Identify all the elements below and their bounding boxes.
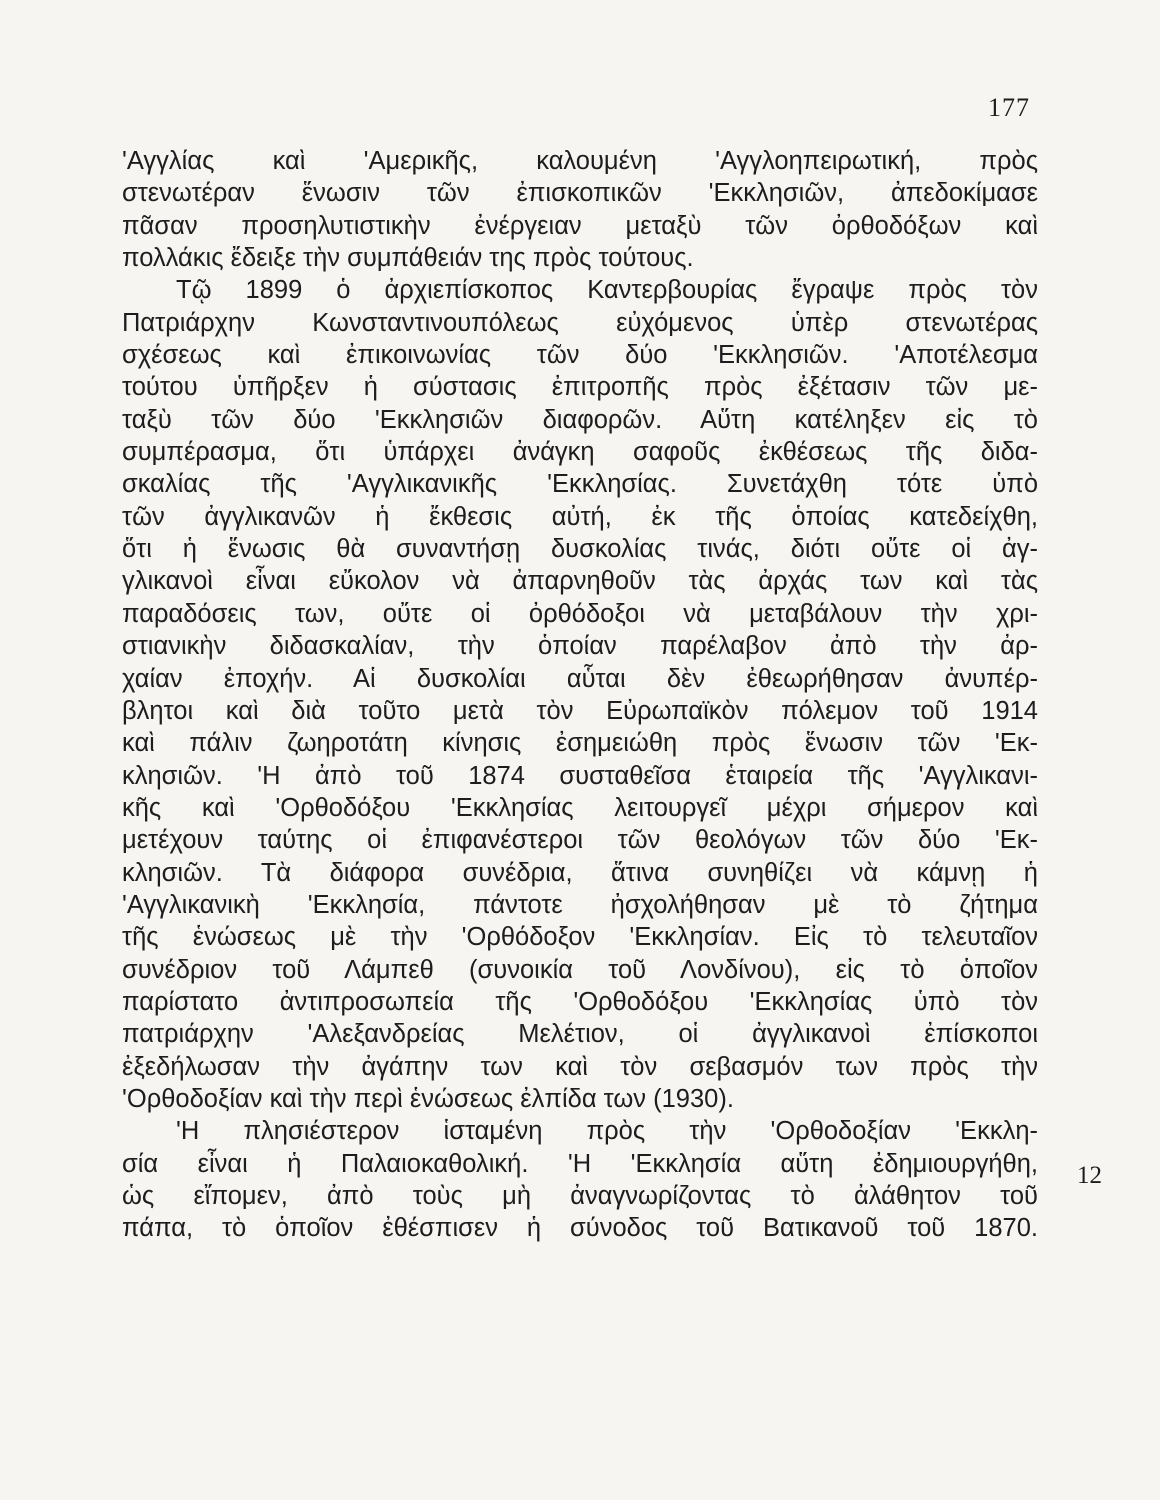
text-line: 'Ορθοδοξίαν καὶ τὴν περὶ ἑνώσεως ἐλπίδα των (1930). (122, 1084, 734, 1113)
text-line: χαίαν ἐποχήν. Αἱ δυσκολίαι αὗται δὲν ἐθεωρήθησαν ἀνυπέρ- (122, 664, 1038, 693)
text-line: σία εἶναι ἡ Παλαιοκαθολική. 'Η 'Εκκλησία αὕτη ἐδημιουργήθη, (122, 1149, 1038, 1178)
text-line: πατριάρχην 'Αλεξανδρείας Μελέτιον, οἱ ἀγγλικανοὶ ἐπίσκοποι (122, 1020, 1038, 1049)
text-line: 'Αγγλικανικὴ 'Εκκλησία, πάντοτε ἠσχολήθησαν μὲ τὸ ζήτημα (122, 890, 1038, 919)
text-line: κλησιῶν. 'Η ἀπὸ τοῦ 1874 συσταθεῖσα ἑταιρεία τῆς 'Αγγλικανι- (122, 761, 1038, 790)
text-line: Πατριάρχην Κωνσταντινουπόλεως εὐχόμενος ὑπὲρ στενωτέρας (122, 308, 1038, 337)
text-line: ταξὺ τῶν δύο 'Εκκλησιῶν διαφορῶν. Αὕτη κατέληξεν εἰς τὸ (122, 405, 1038, 434)
text-line: καὶ πάλιν ζωηροτάτη κίνησις ἐσημειώθη πρὸς ἕνωσιν τῶν 'Εκ- (122, 729, 1038, 758)
text-line: πολλάκις ἔδειξε τὴν συμπάθειάν της πρὸς τούτους. (122, 244, 694, 273)
text-line: παρίστατο ἀντιπροσωπεία τῆς 'Ορθοδόξου 'Εκκλησίας ὑπὸ τὸν (122, 987, 1038, 1016)
text-line: 'Αγγλίας καὶ 'Αμερικῆς, καλουμένη 'Αγγλοηπειρωτική, πρὸς (122, 147, 1038, 175)
text-line: τῶν ἀγγλικανῶν ἡ ἔκθεσις αὐτή, ἐκ τῆς ὁποίας κατεδείχθη, (122, 502, 1038, 531)
text-line: ὅτι ἡ ἕνωσις θὰ συναντήσῃ δυσκολίας τινάς, διότι οὔτε οἱ ἀγ- (122, 535, 1038, 564)
text-line: σχέσεως καὶ ἐπικοινωνίας τῶν δύο 'Εκκλησιῶν. 'Αποτέλεσμα (122, 341, 1038, 370)
text-line: κῆς καὶ 'Ορθοδόξου 'Εκκλησίας λειτουργεῖ μέχρι σήμερον καὶ (122, 793, 1038, 822)
text-line: βλητοι καὶ διὰ τοῦτο μετὰ τὸν Εὐρωπαϊκὸν πόλεμον τοῦ 1914 (122, 696, 1038, 725)
text-line: τῆς ἑνώσεως μὲ τὴν 'Ορθόδοξον 'Εκκλησίαν. Εἰς τὸ τελευταῖον (122, 923, 1038, 952)
text-line: σκαλίας τῆς 'Αγγλικανικῆς 'Εκκλησίας. Συνετάχθη τότε ὑπὸ (122, 470, 1038, 499)
text-line: ἐξεδήλωσαν τὴν ἀγάπην των καὶ τὸν σεβασμόν των πρὸς τὴν (122, 1052, 1038, 1081)
text-line: γλικανοὶ εἶναι εὔκολον νὰ ἀπαρνηθοῦν τὰς ἀρχάς των καὶ τὰς (122, 567, 1038, 596)
signature-mark: 12 (1077, 1162, 1102, 1189)
text-line: ὡς εἴπομεν, ἀπὸ τοὺς μὴ ἀναγνωρίζοντας τὸ ἀλάθητον τοῦ (122, 1182, 1038, 1210)
text-line: στενωτέραν ἕνωσιν τῶν ἐπισκοπικῶν 'Εκκλησιῶν, ἀπεδοκίμασε (122, 179, 1038, 208)
text-line: κλησιῶν. Τὰ διάφορα συνέδρια, ἅτινα συνηθίζει νὰ κάμνῃ ἡ (122, 858, 1038, 887)
paragraph-first-line: 'Η πλησιέστερον ἱσταμένη πρὸς τὴν 'Ορθοδοξίαν 'Εκκλη- (176, 1117, 1038, 1146)
text-line: πάπα, τὸ ὁποῖον ἐθέσπισεν ἡ σύνοδος τοῦ Βατικανοῦ τοῦ 1870. (122, 1214, 1038, 1243)
text-line: πᾶσαν προσηλυτιστικὴν ἐνέργειαν μεταξὺ τῶν ὀρθοδόξων καὶ (122, 211, 1038, 240)
page-number: 177 (988, 93, 1030, 122)
text-line: συμπέρασμα, ὅτι ὑπάρχει ἀνάγκη σαφοῦς ἐκθέσεως τῆς διδα- (122, 438, 1038, 467)
text-line: συνέδριον τοῦ Λάμπεθ (συνοικία τοῦ Λονδίνου), εἰς τὸ ὁποῖον (122, 955, 1038, 984)
body-text (122, 145, 1102, 1245)
text-line: τούτου ὑπῆρξεν ἡ σύστασις ἐπιτροπῆς πρὸς ἐξέτασιν τῶν με- (122, 373, 1038, 402)
text-line: μετέχουν ταύτης οἱ ἐπιφανέστεροι τῶν θεολόγων τῶν δύο 'Εκ- (122, 826, 1038, 855)
text-line: στιανικὴν διδασκαλίαν, τὴν ὁποίαν παρέλαβον ἀπὸ τὴν ἀρ- (122, 632, 1038, 661)
paragraph-first-line: Τῷ 1899 ὁ ἀρχιεπίσκοπος Καντερβουρίας ἔγραψε πρὸς τὸν (176, 276, 1038, 305)
text-line: παραδόσεις των, οὔτε οἱ ὀρθόδοξοι νὰ μεταβάλουν τὴν χρι- (122, 599, 1038, 628)
